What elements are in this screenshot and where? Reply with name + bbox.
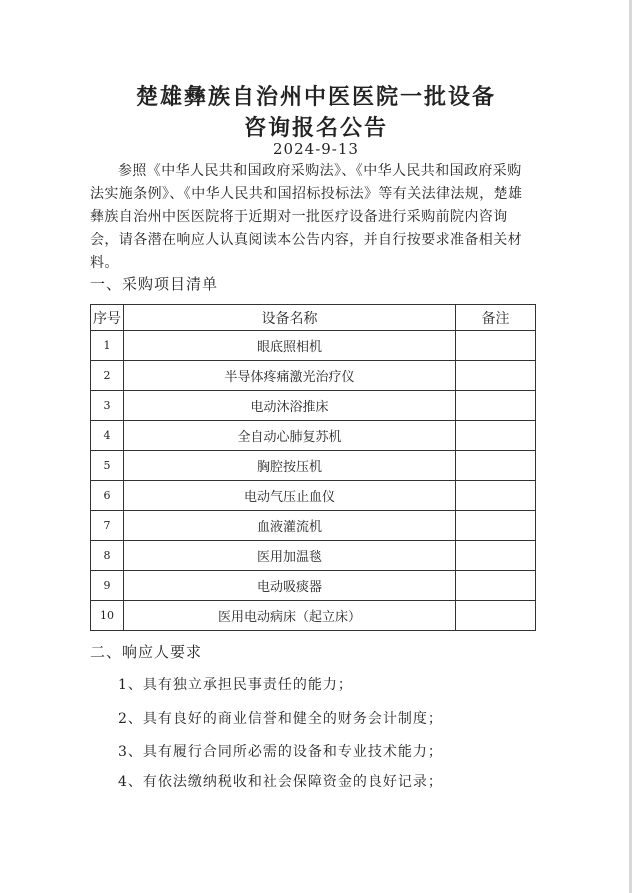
- procurement-table: [90, 304, 536, 631]
- document-date: 2024-9-13: [273, 140, 359, 158]
- row-remark: [456, 391, 536, 421]
- table-row: [91, 601, 536, 631]
- table-row: [91, 451, 536, 481]
- table-row: [91, 361, 536, 391]
- row-no: 2: [91, 361, 124, 391]
- row-remark: [456, 571, 536, 601]
- document-title-line1: 楚雄彝族自治州中医医院一批设备: [135, 84, 496, 110]
- header-name: 设备名称: [124, 305, 456, 331]
- table-header-row: [91, 305, 536, 331]
- row-remark: [456, 361, 536, 391]
- header-no: 序号: [91, 305, 124, 331]
- row-name: 电动气压止血仪: [124, 481, 456, 511]
- section1-heading: 一、采购项目清单: [90, 275, 219, 293]
- table-row: [91, 391, 536, 421]
- requirement-item-4: 4、有依法缴纳税收和社会保障资金的良好记录；: [118, 774, 443, 790]
- table-row: [91, 331, 536, 361]
- row-no: 9: [91, 571, 124, 601]
- table-row: [91, 481, 536, 511]
- row-no: 1: [91, 331, 124, 361]
- row-no: 6: [91, 481, 124, 511]
- row-name: 胸腔按压机: [124, 451, 456, 481]
- requirement-item-3: 3、具有履行合同所必需的设备和专业技术能力；: [118, 744, 443, 760]
- row-name: 医用电动病床（起立床）: [124, 601, 456, 631]
- row-no: 5: [91, 451, 124, 481]
- table-row: [91, 541, 536, 571]
- row-name: 眼底照相机: [124, 331, 456, 361]
- row-no: 10: [91, 601, 124, 631]
- section2-heading: 二、响应人要求: [90, 643, 203, 661]
- row-name: 全自动心肺复苏机: [124, 421, 456, 451]
- row-no: 8: [91, 541, 124, 571]
- table-row: [91, 511, 536, 541]
- document-title-line2: 咨询报名公告: [243, 115, 388, 141]
- row-name: 医用加温毯: [124, 541, 456, 571]
- row-no: 4: [91, 421, 124, 451]
- table-row: [91, 571, 536, 601]
- table-row: [91, 421, 536, 451]
- requirement-item-1: 1、具有独立承担民事责任的能力；: [118, 677, 353, 693]
- row-remark: [456, 421, 536, 451]
- intro-paragraph: 参照《中华人民共和国政府采购法》、《中华人民共和国政府采购法实施条例》、《中华人民共和国招标投标法》等有关法律法规，楚雄彝族自治州中医医院将于近期对一批医疗设备进行采购前院内咨询会，请各潜在响应人认真阅读本公告内容，并自行按要求准备相关材料。: [90, 163, 523, 271]
- requirement-item-2: 2、具有良好的商业信誉和健全的财务会计制度；: [118, 711, 443, 727]
- row-remark: [456, 481, 536, 511]
- row-no: 3: [91, 391, 124, 421]
- header-remark: 备注: [456, 305, 536, 331]
- row-name: 血液灌流机: [124, 511, 456, 541]
- row-remark: [456, 541, 536, 571]
- row-name: 半导体疼痛激光治疗仪: [124, 361, 456, 391]
- row-name: 电动沐浴推床: [124, 391, 456, 421]
- row-remark: [456, 451, 536, 481]
- row-name: 电动吸痰器: [124, 571, 456, 601]
- row-remark: [456, 601, 536, 631]
- row-remark: [456, 331, 536, 361]
- row-remark: [456, 511, 536, 541]
- row-no: 7: [91, 511, 124, 541]
